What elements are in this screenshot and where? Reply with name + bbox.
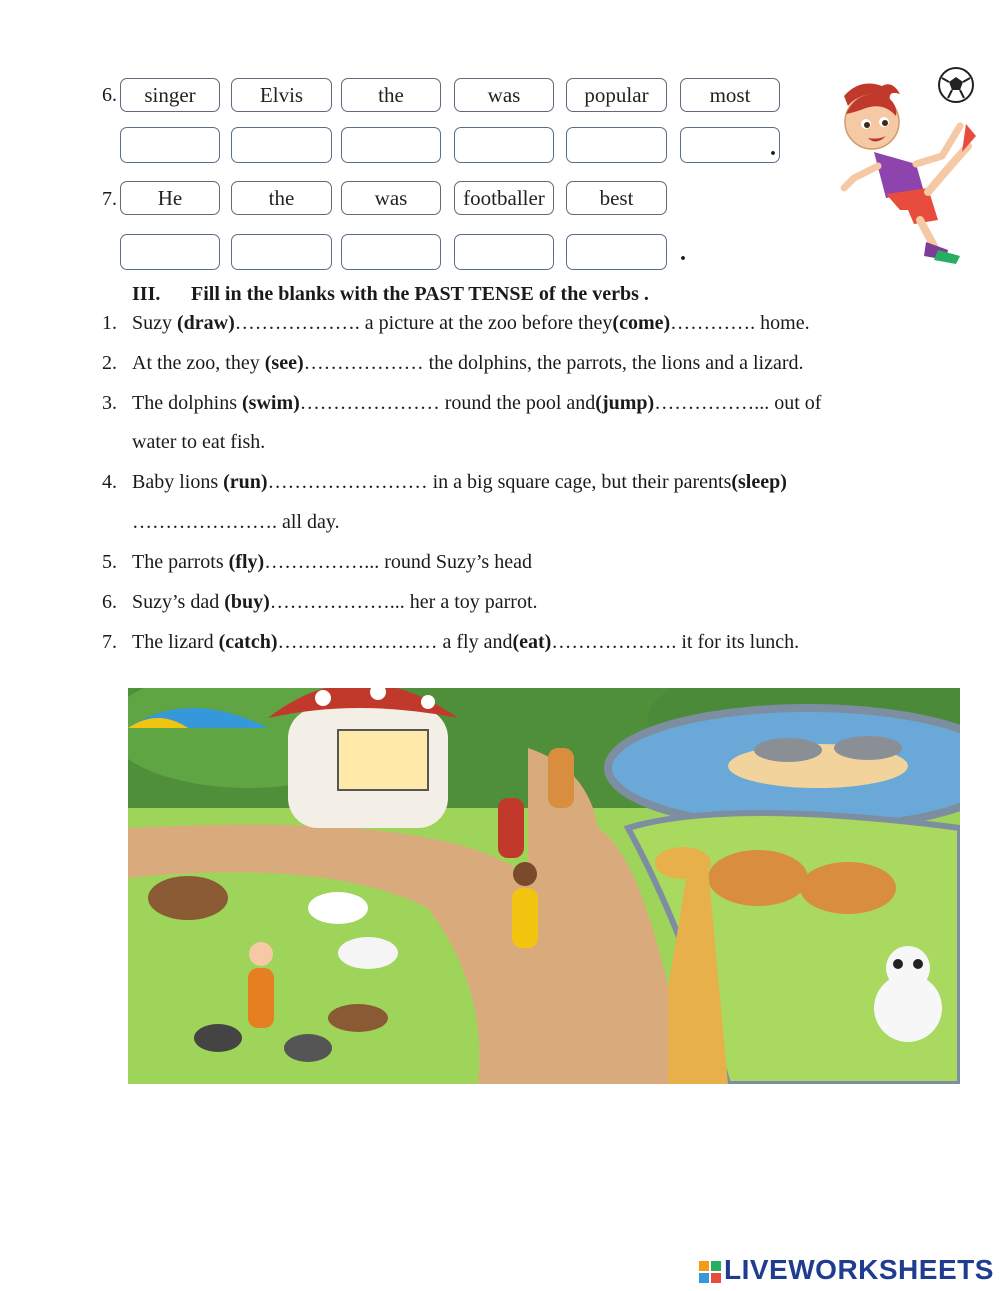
answer-drop-box[interactable] [231,234,332,270]
word-tile[interactable]: was [454,78,554,112]
answer-drop-box[interactable] [341,127,441,163]
word-tile[interactable]: most [680,78,780,112]
verb-cue: (fly) [228,551,265,573]
item-number: 2. [102,352,117,374]
fill-blank[interactable]: …………………. all day. [132,511,340,533]
item-number: 7. [102,631,117,653]
list-item: 2. At the zoo, they (see)……………… the dolphins, the parrots, the lions and a lizard. [102,352,804,374]
answer-drop-box[interactable] [120,234,220,270]
word-tile[interactable]: popular [566,78,667,112]
verb-cue: (eat) [512,631,552,653]
list-item: 6. Suzy’s dad (buy)………………... her a toy parrot. [102,591,538,613]
verb-cue: (buy) [224,591,270,613]
answer-drop-box[interactable] [341,234,441,270]
word-tile[interactable]: best [566,181,667,215]
item-number: 5. [102,551,117,573]
question-number-6: 6. [102,84,117,106]
verb-cue: (draw) [177,312,235,334]
verb-cue: (jump) [595,392,655,414]
word-tile[interactable]: the [231,181,332,215]
word-tile[interactable]: footballer [454,181,554,215]
item-number: 3. [102,392,117,414]
fill-blank[interactable]: ……………… the dolphins, the parrots, the lions and a lizard. [303,352,804,374]
fill-blank[interactable]: ………………. a picture at the zoo before they [234,312,613,334]
list-item: 7. The lizard (catch)…………………… a fly and(eat)………………. it for its lunch. [102,631,800,653]
fill-blank[interactable]: …………. home. [670,312,810,334]
verb-cue: (catch) [218,631,278,653]
verb-cue: (run) [223,471,268,493]
verb-cue: (come) [612,312,671,334]
item-number: 4. [102,471,117,493]
fill-blank[interactable]: ………………... her a toy parrot. [269,591,538,613]
liveworksheets-logo[interactable] [698,1254,994,1286]
fill-blank[interactable]: ………………. it for its lunch. [551,631,800,653]
word-tile[interactable]: Elvis [231,78,332,112]
list-item-continuation: water to eat fish. [132,431,266,453]
list-item: 4. Baby lions (run)…………………… in a big square cage, but their parents(sleep) [102,471,787,493]
list-item: 3. The dolphins (swim)………………… round the pool and(jump)……………... out of [102,392,822,414]
logo-text: LIVEWORKSHEETS [724,1254,994,1285]
verb-cue: (sleep) [731,471,787,493]
question-number-7: 7. [102,188,117,210]
verb-cue: (swim) [242,392,300,414]
fill-blank[interactable]: …………………… in a big square cage, but their parents [267,471,732,493]
fill-blank[interactable]: …………………… a fly and [277,631,513,653]
soccer-boy-illustration [830,60,980,270]
soccer-ball-icon [939,68,973,102]
verb-cue: (see) [264,352,304,374]
list-item: 5. The parrots (fly)……………... round Suzy’s head [102,551,532,573]
section-title: Fill in the blanks with the PAST TENSE of the verbs . [191,283,649,305]
answer-drop-box[interactable] [566,234,667,270]
section-roman-numeral: III. [132,283,161,305]
answer-drop-box[interactable] [120,127,220,163]
list-item: 1. Suzy (draw)………………. a picture at the zoo before they(come)…………. home. [102,312,810,334]
answer-drop-box[interactable] [231,127,332,163]
answer-drop-box[interactable] [454,127,554,163]
word-tile[interactable]: singer [120,78,220,112]
answer-drop-box[interactable] [680,127,780,163]
fill-blank[interactable]: ………………… round the pool and [299,392,596,414]
item-number: 6. [102,591,117,613]
sentence-period: . [680,240,686,266]
sentence-period: . [770,135,776,161]
item-number: 1. [102,312,117,334]
answer-drop-box[interactable] [566,127,667,163]
word-tile[interactable]: was [341,181,441,215]
word-tile[interactable]: the [341,78,441,112]
word-tile[interactable]: He [120,181,220,215]
answer-drop-box[interactable] [454,234,554,270]
fill-blank[interactable]: ……………... out of [654,392,822,414]
zoo-scene-illustration [128,688,960,1084]
fill-blank[interactable]: ……………... round Suzy’s head [264,551,532,573]
logo-icon [698,1260,724,1284]
